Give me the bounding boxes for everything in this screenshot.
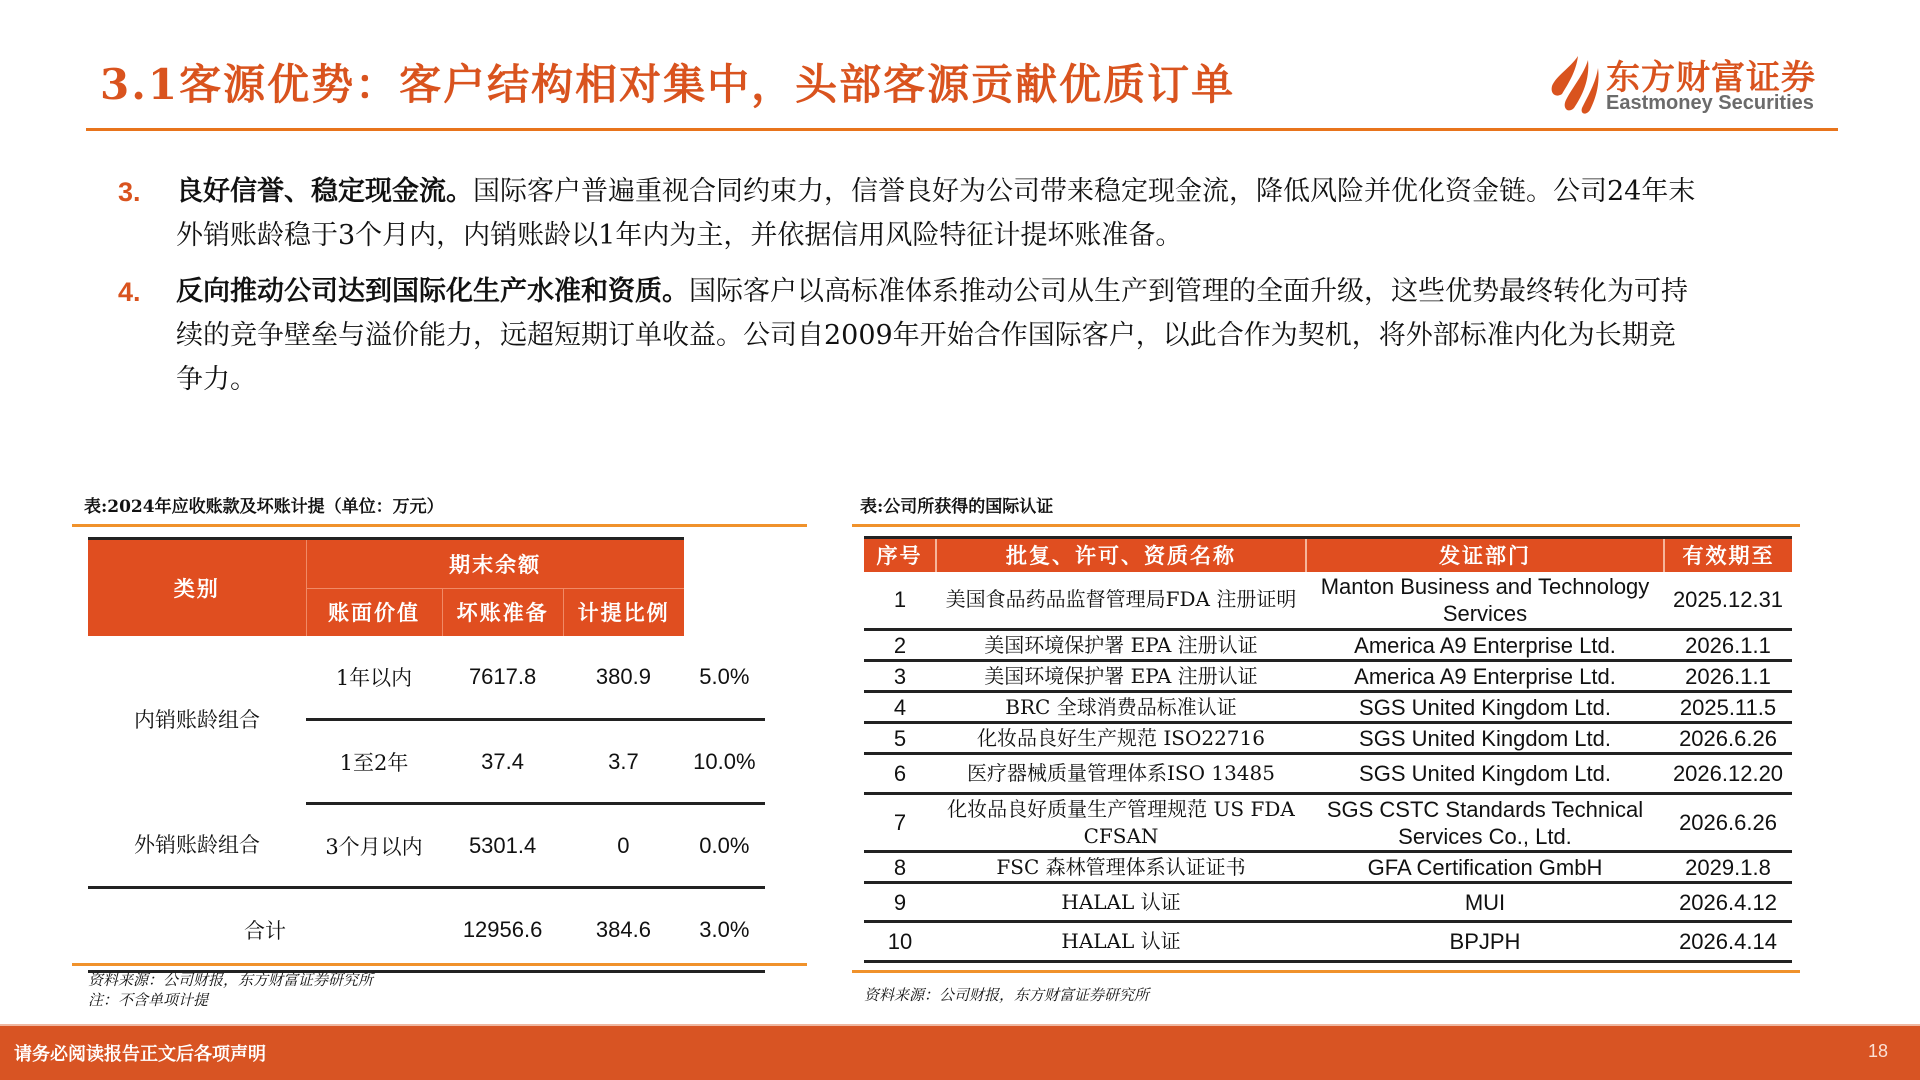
logo-chinese-name: 东方财富证券 [1606, 58, 1816, 98]
table-row [864, 661, 1792, 692]
total-bad-debt: 384.6 [563, 888, 684, 972]
cert-issuer: BPJPH [1306, 922, 1664, 962]
source-text: 资料来源：公司财报，东方财富证券研究所 [88, 971, 374, 989]
cert-issuer: MUI [1306, 883, 1664, 922]
cert-issuer: Manton Business and Technology Services [1306, 572, 1664, 630]
point-body: 国际客户以高标准体系推动公司从生产到管理的全面升级，这些优势最终转化为可持续的竞争壁垒与溢价能力，远超短期订单收益。公司自2009年开始合作国际客户，以此合作为契机，将外部标准内化为长期竞争力。 [176, 276, 1688, 395]
cert-no: 1 [864, 572, 936, 630]
header-issuer: 发证部门 [1306, 538, 1664, 572]
cert-valid: 2026.1.1 [1664, 661, 1792, 692]
point-lead: 反向推动公司达到国际化生产水准和资质。 [176, 276, 689, 307]
point-3 [118, 170, 1698, 258]
cert-no: 5 [864, 723, 936, 754]
receivables-table-caption: 表:2024年应收账款及坏账计提（单位：万元） [84, 497, 444, 517]
header-no: 序号 [864, 538, 936, 572]
table-row [88, 636, 765, 720]
cert-no: 9 [864, 883, 936, 922]
cert-name: 美国食品药品监督管理局FDA 注册证明 [936, 572, 1306, 630]
cert-valid: 2026.4.14 [1664, 922, 1792, 962]
note-text: 注：不含单项计提 [88, 991, 209, 1009]
receivables-table-notes [88, 970, 373, 1010]
point-text [176, 170, 1698, 258]
cert-valid: 2025.12.31 [1664, 572, 1792, 630]
table-bottom-divider [852, 970, 1800, 973]
table-row [864, 723, 1792, 754]
bad-debt-cell: 380.9 [563, 636, 684, 720]
cert-issuer: SGS United Kingdom Ltd. [1306, 754, 1664, 794]
bad-debt-cell: 3.7 [563, 720, 684, 804]
table-row [88, 804, 765, 888]
table-bottom-divider [72, 963, 807, 966]
total-book-value: 12956.6 [442, 888, 563, 972]
table-row [864, 794, 1792, 852]
page-number: 18 [1867, 1041, 1888, 1061]
ratio-cell: 0.0% [684, 804, 765, 888]
table-row [864, 692, 1792, 723]
ratio-cell: 5.0% [684, 636, 765, 720]
book-value-cell: 5301.4 [442, 804, 563, 888]
cert-valid: 2026.6.26 [1664, 794, 1792, 852]
cert-issuer: SGS CSTC Standards Technical Services Co., Ltd. [1306, 794, 1664, 852]
point-body: 国际客户普遍重视合同约束力，信誉良好为公司带来稳定现金流，降低风险并优化资金链。公司24年末外销账龄稳于3个月内，内销账龄以1年内为主，并依据信用风险特征计提坏账准备。 [176, 176, 1696, 251]
ratio-cell: 10.0% [684, 720, 765, 804]
cert-name: 化妆品良好生产规范 ISO22716 [936, 723, 1306, 754]
eastmoney-flame-icon [1548, 54, 1600, 116]
total-label: 合计 [88, 888, 442, 972]
cert-name: BRC 全球消费品标准认证 [936, 692, 1306, 723]
cert-no: 6 [864, 754, 936, 794]
logo-english-name: Eastmoney Securities [1606, 92, 1814, 114]
cert-table-caption: 表:公司所获得的国际认证 [860, 497, 1054, 517]
caption-divider [852, 524, 1800, 527]
cert-valid: 2026.6.26 [1664, 723, 1792, 754]
header-category: 类别 [88, 539, 306, 636]
bad-debt-cell: 0 [563, 804, 684, 888]
cert-no: 8 [864, 852, 936, 883]
cert-name: 美国环境保护署 EPA 注册认证 [936, 661, 1306, 692]
table-row-total [88, 888, 765, 972]
cert-issuer: America A9 Enterprise Ltd. [1306, 661, 1664, 692]
point-number: 4. [118, 277, 141, 307]
cert-valid: 2026.12.20 [1664, 754, 1792, 794]
point-4 [118, 270, 1698, 402]
cert-no: 2 [864, 630, 936, 661]
footer-bar [0, 1024, 1920, 1080]
point-lead: 良好信誉、稳定现金流。 [176, 176, 473, 207]
caption-divider [72, 524, 807, 527]
cert-table [864, 536, 1792, 963]
period-cell: 1年以内 [306, 636, 442, 720]
receivables-table [88, 537, 765, 973]
header-period-end-balance: 期末余额 [306, 539, 684, 589]
table-row [864, 883, 1792, 922]
header-book-value: 账面价值 [306, 589, 442, 636]
header-name: 批复、许可、资质名称 [936, 538, 1306, 572]
cert-table-source: 资料来源：公司财报，东方财富证券研究所 [864, 986, 1150, 1004]
book-value-cell: 7617.8 [442, 636, 563, 720]
cert-issuer: SGS United Kingdom Ltd. [1306, 692, 1664, 723]
company-logo [1548, 50, 1838, 120]
group-label-domestic: 内销账龄组合 [134, 707, 260, 732]
header-divider [86, 128, 1838, 131]
cert-valid: 2025.11.5 [1664, 692, 1792, 723]
cert-valid: 2026.1.1 [1664, 630, 1792, 661]
header-bad-debt: 坏账准备 [442, 589, 563, 636]
cert-no: 4 [864, 692, 936, 723]
disclaimer-text: 请务必阅读报告正文后各项声明 [14, 1044, 266, 1065]
cert-name: 化妆品良好质量生产管理规范 US FDA CFSAN [936, 794, 1306, 852]
point-number: 3. [118, 177, 141, 207]
total-ratio: 3.0% [684, 888, 765, 972]
table-row [864, 630, 1792, 661]
cert-valid: 2026.4.12 [1664, 883, 1792, 922]
cert-name: HALAL 认证 [936, 922, 1306, 962]
cert-no: 10 [864, 922, 936, 962]
table-row [864, 852, 1792, 883]
cert-issuer: SGS United Kingdom Ltd. [1306, 723, 1664, 754]
period-cell: 1至2年 [306, 720, 442, 804]
table-row [864, 754, 1792, 794]
cert-name: 美国环境保护署 EPA 注册认证 [936, 630, 1306, 661]
cert-name: 医疗器械质量管理体系ISO 13485 [936, 754, 1306, 794]
cert-name: HALAL 认证 [936, 883, 1306, 922]
book-value-cell: 37.4 [442, 720, 563, 804]
cert-no: 3 [864, 661, 936, 692]
cert-issuer: GFA Certification GmbH [1306, 852, 1664, 883]
point-text [176, 270, 1698, 402]
period-cell: 3个月以内 [306, 804, 442, 888]
table-row [864, 572, 1792, 630]
cert-valid: 2029.1.8 [1664, 852, 1792, 883]
page-title: 3.1客源优势：客户结构相对集中，头部客源贡献优质订单 [100, 60, 1236, 109]
header-valid-until: 有效期至 [1664, 538, 1792, 572]
group-label-export: 外销账龄组合 [88, 804, 306, 888]
header-ratio: 计提比例 [563, 589, 684, 636]
cert-name: FSC 森林管理体系认证证书 [936, 852, 1306, 883]
table-row [864, 922, 1792, 962]
cert-issuer: America A9 Enterprise Ltd. [1306, 630, 1664, 661]
cert-no: 7 [864, 794, 936, 852]
